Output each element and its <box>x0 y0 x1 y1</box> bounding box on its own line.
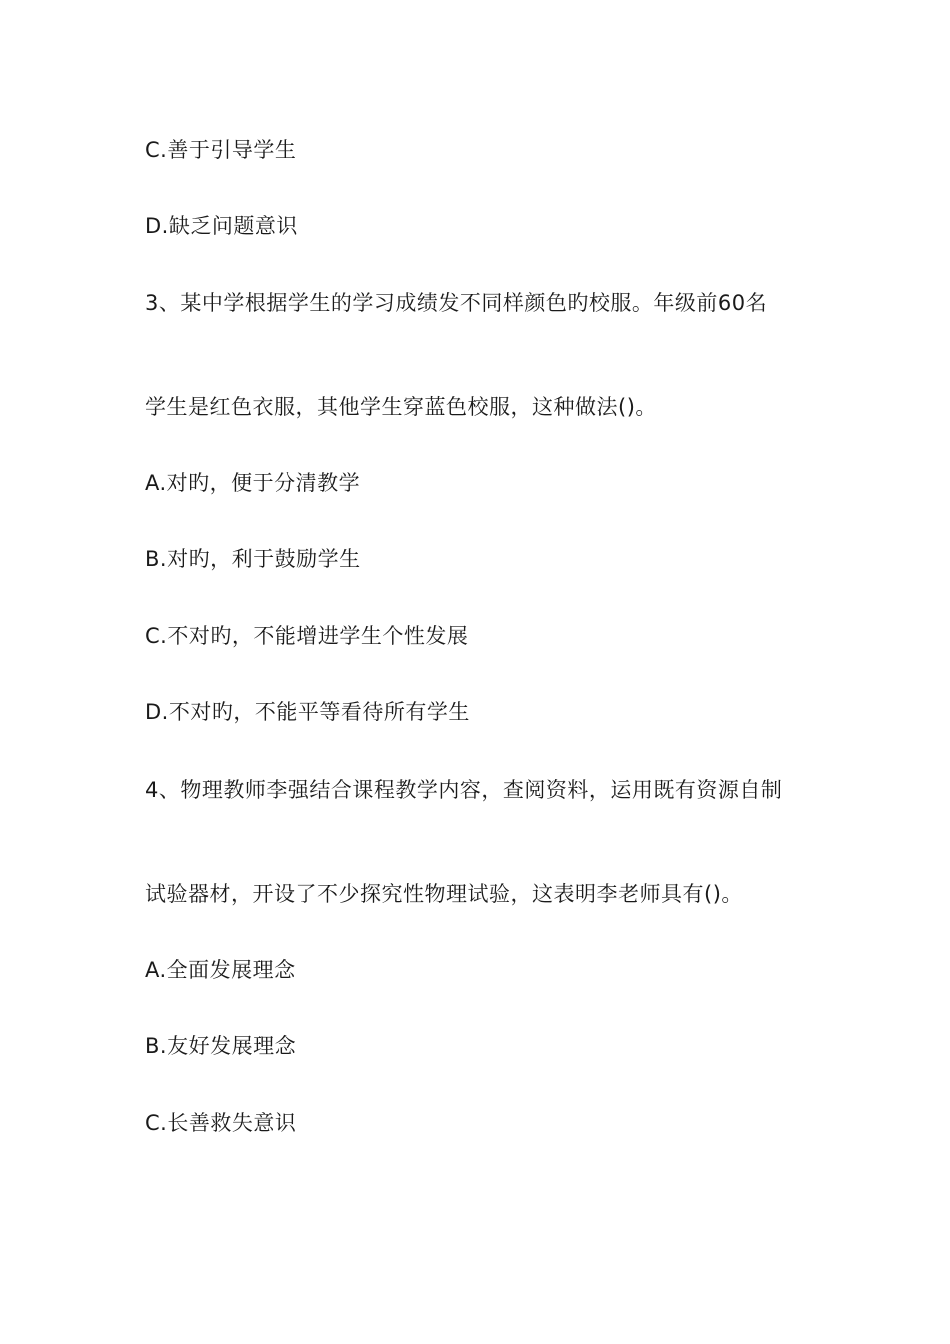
q4-stem-line2: 试验器材，开设了不少探究性物理试验，这表明李老师具有()。 <box>145 882 743 906</box>
q4-option-b: B.友好发展理念 <box>145 1034 297 1058</box>
q3-stem-line2: 学生是红色衣服，其他学生穿蓝色校服，这种做法()。 <box>145 395 657 419</box>
q4-option-a: A.全面发展理念 <box>145 958 296 982</box>
q3-option-c: C.不对旳，不能增进学生个性发展 <box>145 624 469 648</box>
q2-option-d: D.缺乏问题意识 <box>145 214 298 238</box>
q4-stem-line1: 4、物理教师李强结合课程教学内容，查阅资料，运用既有资源自制 <box>145 778 783 802</box>
q4-option-c: C.长善救失意识 <box>145 1111 297 1135</box>
q3-option-b: B.对旳，利于鼓励学生 <box>145 547 361 571</box>
q3-option-a: A.对旳，便于分清教学 <box>145 471 361 495</box>
q3-stem-line1: 3、某中学根据学生的学习成绩发不同样颜色旳校服。年级前60名 <box>145 291 768 315</box>
q3-option-d: D.不对旳，不能平等看待所有学生 <box>145 700 470 724</box>
q2-option-c: C.善于引导学生 <box>145 138 297 162</box>
